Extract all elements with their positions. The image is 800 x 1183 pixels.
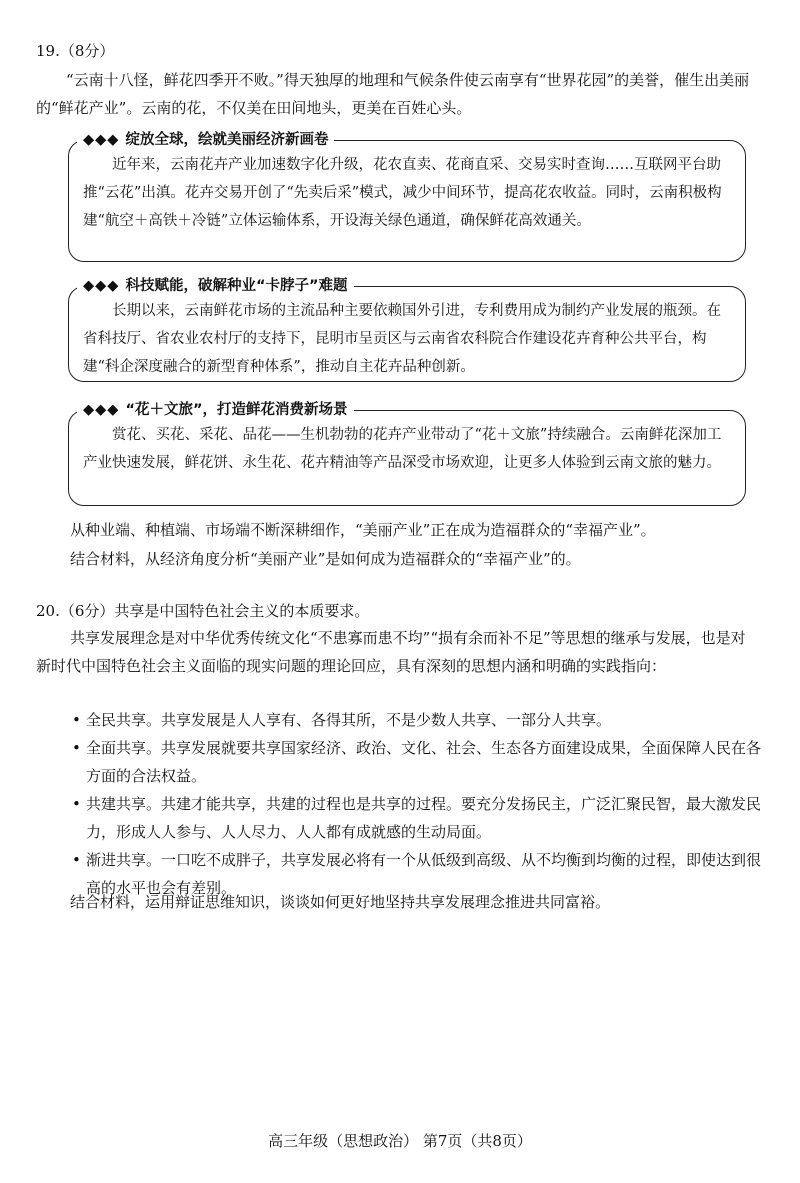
- q19-intro-text: “云南十八怪，鲜花四季开不败。”得天独厚的地理和气候条件使云南享有“世界花园”的美誉，催生出美丽的“鲜花产业”。云南的花，不仅美在田间地头，更美在百姓心头。: [36, 71, 750, 117]
- q20-header: 20.（6分）共享是中国特色社会主义的本质要求。: [36, 602, 370, 620]
- box-3-title-text: “花＋文旅”，打造鲜花消费新场景: [125, 402, 348, 418]
- box-3-title: [77, 398, 354, 422]
- box-1-title-text: 绽放全球，绘就美丽经济新画卷: [125, 132, 329, 148]
- diamond-icon: ◆◆◆: [83, 132, 120, 148]
- q20-intro: 共享发展理念是对中华优秀传统文化“不患寡而患不均”“损有余而补不足”等思想的继承与发展，也是对新时代中国特色社会主义面临的现实问题的理论回应，具有深刻的思想内涵和明确的实践指向：: [36, 629, 746, 675]
- q20-bullet-item: [72, 734, 762, 790]
- q19-material-box-1: [68, 132, 746, 262]
- bullet-icon: •: [72, 711, 81, 729]
- q19-material-box-2: [68, 278, 746, 382]
- q20-bullet-text: 全面共享。共享发展就要共享国家经济、政治、文化、社会、生态各方面建设成果，全面保障人民在各方面的合法权益。: [86, 739, 762, 785]
- q19-material-box-3: [68, 402, 746, 506]
- box-2-title: [77, 274, 354, 298]
- box-3-body: 赏花、买花、采花、品花——生机勃勃的花卉产业带动了“花＋文旅”持续融合。云南鲜花深加工产业快速发展，鲜花饼、永生花、花卉精油等产品深受市场欢迎，让更多人体验到云南文旅的魅力。: [83, 427, 722, 471]
- q20-bullet-list: [72, 706, 762, 902]
- q20-bullet-text: 渐进共享。一口吃不成胖子，共享发展必将有一个从低级到高级、从不均衡到均衡的过程，即使达到很高的水平也会有差别。: [86, 851, 762, 897]
- diamond-icon: ◆◆◆: [83, 402, 120, 418]
- q20-bullet-item: [72, 706, 762, 734]
- q20-bullet-text: 全民共享。共享发展是人人享有、各得其所，不是少数人共享、一部分人共享。: [86, 711, 612, 729]
- bullet-icon: •: [72, 795, 81, 813]
- q19-header: 19.（8分）: [36, 42, 115, 60]
- page-footer: 高三年级（思想政治） 第7页（共8页）: [268, 1132, 532, 1150]
- q20-question: 结合材料，运用辩证思维知识，谈谈如何更好地坚持共享发展理念推进共同富裕。: [70, 893, 611, 911]
- box-2-title-text: 科技赋能，破解种业“卡脖子”难题: [125, 278, 348, 294]
- q19-summary: 从种业端、种植端、市场端不断深耕细作，“美丽产业”正在成为造福群众的“幸福产业”。: [70, 521, 656, 539]
- bullet-icon: •: [72, 739, 81, 757]
- q19-intro: [36, 66, 758, 122]
- box-1-body: 近年来，云南花卉产业加速数字化升级，花农直卖、花商直采、交易实时查询……互联网平台助推“云花”出滇。花卉交易开创了“先卖后采”模式，减少中间环节，提高花农收益。同时，云南积极构建“航空＋高铁＋冷链”立体运输体系，开设海关绿色通道，确保鲜花高效通关。: [83, 157, 722, 229]
- box-2-body: 长期以来，云南鲜花市场的主流品种主要依赖国外引进，专利费用成为制约产业发展的瓶颈。在省科技厅、省农业农村厅的支持下，昆明市呈贡区与云南省农科院合作建设花卉育种公共平台，构建“科企深度融合的新型育种体系”，推动自主花卉品种创新。: [83, 303, 721, 375]
- box-1-title: [77, 128, 334, 152]
- q20-bullet-item: [72, 790, 762, 846]
- q20-bullet-text: 共建共享。共建才能共享，共建的过程也是共享的过程。要充分发扬民主，广泛汇聚民智，最大激发民力，形成人人参与、人人尽力、人人都有成就感的生动局面。: [86, 795, 762, 841]
- diamond-icon: ◆◆◆: [83, 278, 120, 294]
- q19-question: 结合材料，从经济角度分析“美丽产业”是如何成为造福群众的“幸福产业”的。: [70, 550, 581, 568]
- bullet-icon: •: [72, 851, 81, 869]
